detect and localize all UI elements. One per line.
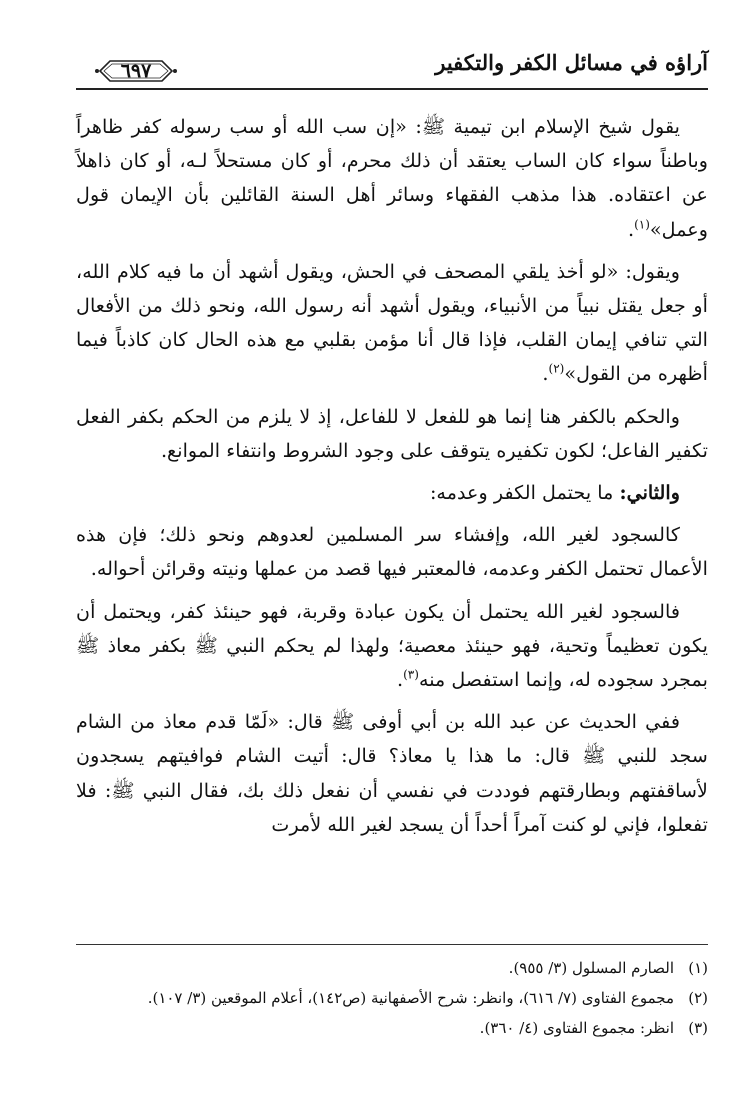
paragraph: يقول شيخ الإسلام ابن تيمية ﷺ: «إن سب الله أو سب رسوله كفر ظاهراً وباطناً سواء كان الساب يعتقد أن ذلك محرم، أو كان مستحلاً لـه، أو كان ذاهلاً عن اعتقاده. هذا مذهب الفقهاء وسائر أهل السنة القائلين بأن الإيمان قول وعمل»$^{(١)}$. [76,115,708,241]
footnote-number: (٢) [688,989,708,1007]
footnote-text: الصارم المسلول (٣/ ٩٥٥). [508,959,674,977]
paragraph: ففي الحديث عن عبد الله بن أبي أوفى ﷺ قال: «لَمّا قدم معاذ من الشام سجد للنبي ﷺ قال: ما هذا يا معاذ؟ قال: أتيت الشام فوافيتهم يسجدون لأساقفتهم وبطارقتهم فوددت في نفسي أن نفعل ذلك بك، فقال النبي ﷺ: فلا تفعلوا، فإني لو كنت آمراً أحداً أن يسجد لغير الله لأمرت [76,710,708,836]
running-title: آراؤه في مسائل الكفر والتكفير [435,50,708,75]
paragraph: والحكم بالكفر هنا إنما هو للفعل لا للفاعل، إذ لا يلزم من الحكم بكفر الفعل تكفير الفاعل؛ لكون تكفيره يتوقف على وجود الشروط وانتفاء الموانع. [76,404,708,462]
footnote [76,955,708,981]
footnote [76,985,708,1011]
page-number-ornament [94,58,178,84]
page-number: ٦٩٧ [120,60,152,82]
footnote-number: (١) [688,959,708,977]
paragraph: كالسجود لغير الله، وإفشاء سر المسلمين لعدوهم ونحو ذلك؛ فإن هذه الأعمال تحتمل الكفر وعدمه، فالمعتبر فيها قصد من عملها ونيته وقرائن أحواله. [76,523,708,581]
footnote-text: مجموع الفتاوى (٧/ ٦١٦)، وانظر: شرح الأصفهانية (ص١٤٢)، أعلام الموقعين (٣/ ١٠٧). [147,989,674,1007]
footnote [76,1015,708,1041]
header-rule [76,88,708,90]
footnote-text: انظر: مجموع الفتاوى (٤/ ٣٦٠). [479,1019,674,1037]
footnote-number: (٣) [688,1019,708,1037]
page-header [76,44,708,92]
paragraph: فالسجود لغير الله يحتمل أن يكون عبادة وقربة، فهو حينئذ كفر، ويحتمل أن يكون تعظيماً وتحية، فهو حينئذ معصية؛ ولهذا لم يحكم النبي ﷺ بكفر معاذ ﷺ بمجرد سجوده له، وإنما استفصل منه$^{(٣)}$. [76,599,708,692]
footnote-ref[interactable]: (٢) [548,362,565,377]
main-text [76,110,708,850]
section-heading: والثاني: ما يحتمل الكفر وعدمه: [429,481,680,505]
footnote-ref[interactable]: (٣) [403,667,419,682]
footnotes [76,944,708,1045]
paragraph: ويقول: «لو أخذ يلقي المصحف في الحش، ويقول أشهد أن ما فيه كلام الله، أو جعل يقتل نبياً من الأنبياء، ويقول أشهد أنه رسول الله، ونحو ذلك من الأفعال التي تنافي إيمان القلب، فإذا قال أنا مؤمن بقلبي مع هذه الحال كان كاذباً فيما أظهره من القول»$^{(٢)}$. [76,259,708,386]
footnote-ref[interactable]: (١) [634,217,650,232]
